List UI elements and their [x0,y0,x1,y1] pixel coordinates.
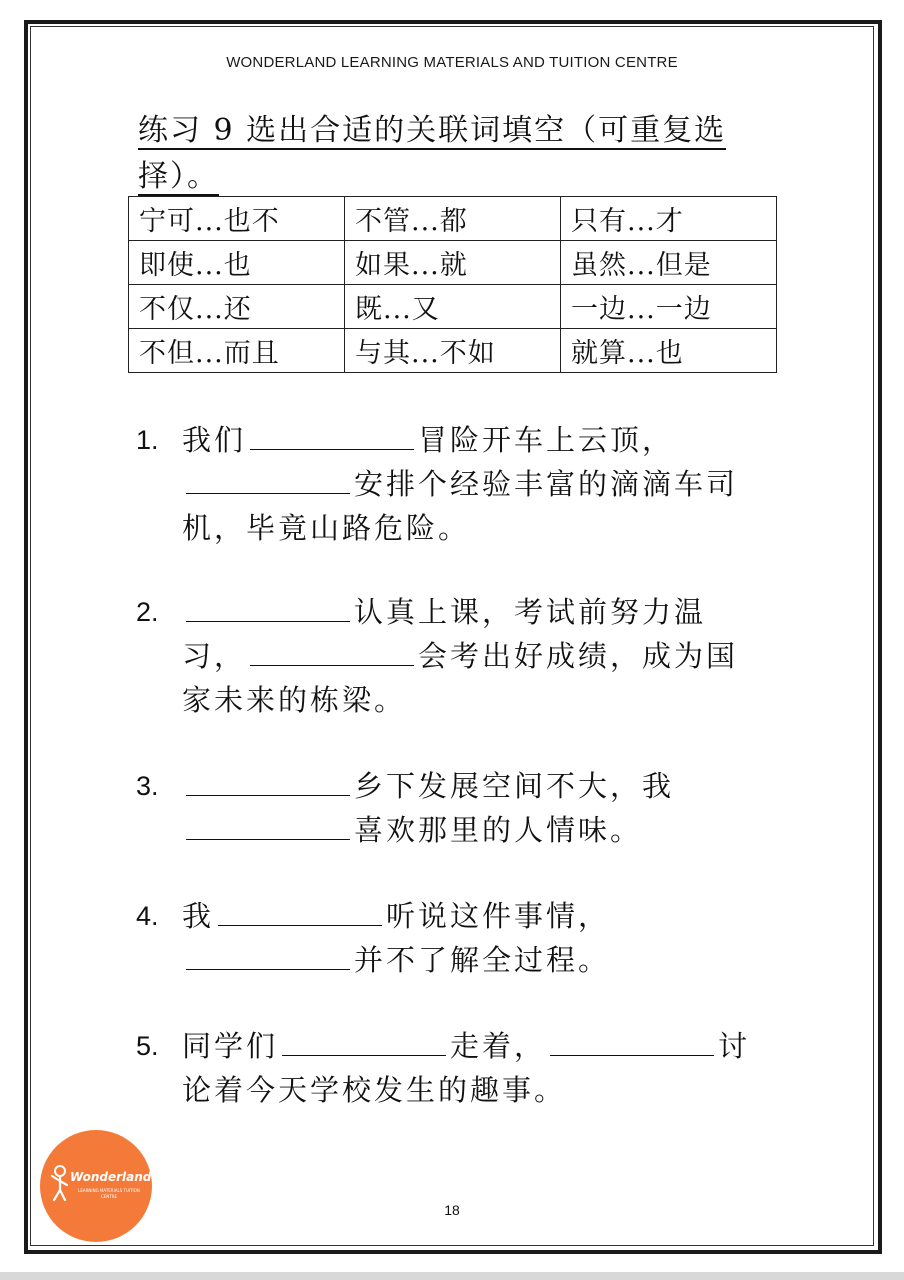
table-row [129,197,777,241]
centre-header: WONDERLAND LEARNING MATERIALS AND TUITION CENTRE [226,54,678,71]
answer-blank-2[interactable] [250,635,414,666]
question-number: 3. [136,771,159,801]
table-cell: 只有...才 [561,197,777,241]
question-text-part: 冒险开车上云顶， [418,423,675,457]
exercise-title-line1: 练习 9 选出合适的关联词填空（可重复选 [138,113,727,148]
table-row [129,241,777,285]
mascot-icon [48,1164,70,1204]
table-cell: 不仅...还 [129,285,345,329]
table-cell: 不管...都 [345,197,561,241]
table-cell: 不但...而且 [129,329,345,373]
table-cell: 既...又 [345,285,561,329]
page-number: 18 [444,1202,460,1218]
question-text-part: 同学们 [182,1029,279,1063]
answer-blank-1[interactable] [186,591,350,622]
answer-blank-2[interactable] [186,463,350,494]
table-row [129,285,777,329]
answer-blank-1[interactable] [282,1025,446,1056]
question-text [182,590,768,722]
answer-blank-1[interactable] [250,419,414,450]
exercise-title [138,108,778,200]
table-cell: 宁可...也不 [129,197,345,241]
logo-subtitle: LEARNING MATERIALS TUITION CENTRE [78,1188,140,1199]
question-text-part: 并不了解全过程。 [354,943,611,977]
table-cell: 即使...也 [129,241,345,285]
question-text-part: 我 [182,899,215,933]
conjunction-word-table [128,196,777,373]
table-cell: 与其...不如 [345,329,561,373]
answer-blank-1[interactable] [218,895,382,926]
question-text-part: 走着， [450,1029,547,1063]
table-cell: 一边...一边 [561,285,777,329]
question-text-part: 讨论着今天学校发生的趣事。 [182,1029,751,1107]
question-number: 4. [136,901,159,931]
question-text [182,418,768,550]
answer-blank-1[interactable] [186,765,350,796]
question-text [182,764,768,852]
question-text-part: 我们 [182,423,247,457]
table-cell: 就算...也 [561,329,777,373]
question-text-part: 认真上课，考试前努力温习， [182,595,707,673]
question-text-part: 听说这件事情， [386,899,611,933]
question-text [182,894,768,982]
table-cell: 如果...就 [345,241,561,285]
bottom-edge [0,1272,904,1280]
answer-blank-2[interactable] [186,939,350,970]
question-number: 2. [136,597,159,627]
table-cell: 虽然...但是 [561,241,777,285]
answer-blank-2[interactable] [186,809,350,840]
table-row [129,329,777,373]
question-number: 5. [136,1031,159,1061]
wonderland-logo [40,1130,152,1242]
question-text-part: 喜欢那里的人情味。 [354,813,643,847]
question-text-part: 安排个经验丰富的滴滴车司机，毕竟山路危险。 [182,467,739,545]
question-text-part: 乡下发展空间不大，我 [354,769,675,803]
exercise-title-line2: 择）。 [138,159,219,194]
answer-blank-2[interactable] [550,1025,714,1056]
question-text [182,1024,768,1112]
question-number: 1. [136,425,159,455]
logo-name: Wonderland [70,1170,152,1184]
question-text-part: 会考出好成绩，成为国家未来的栋梁。 [182,639,739,717]
